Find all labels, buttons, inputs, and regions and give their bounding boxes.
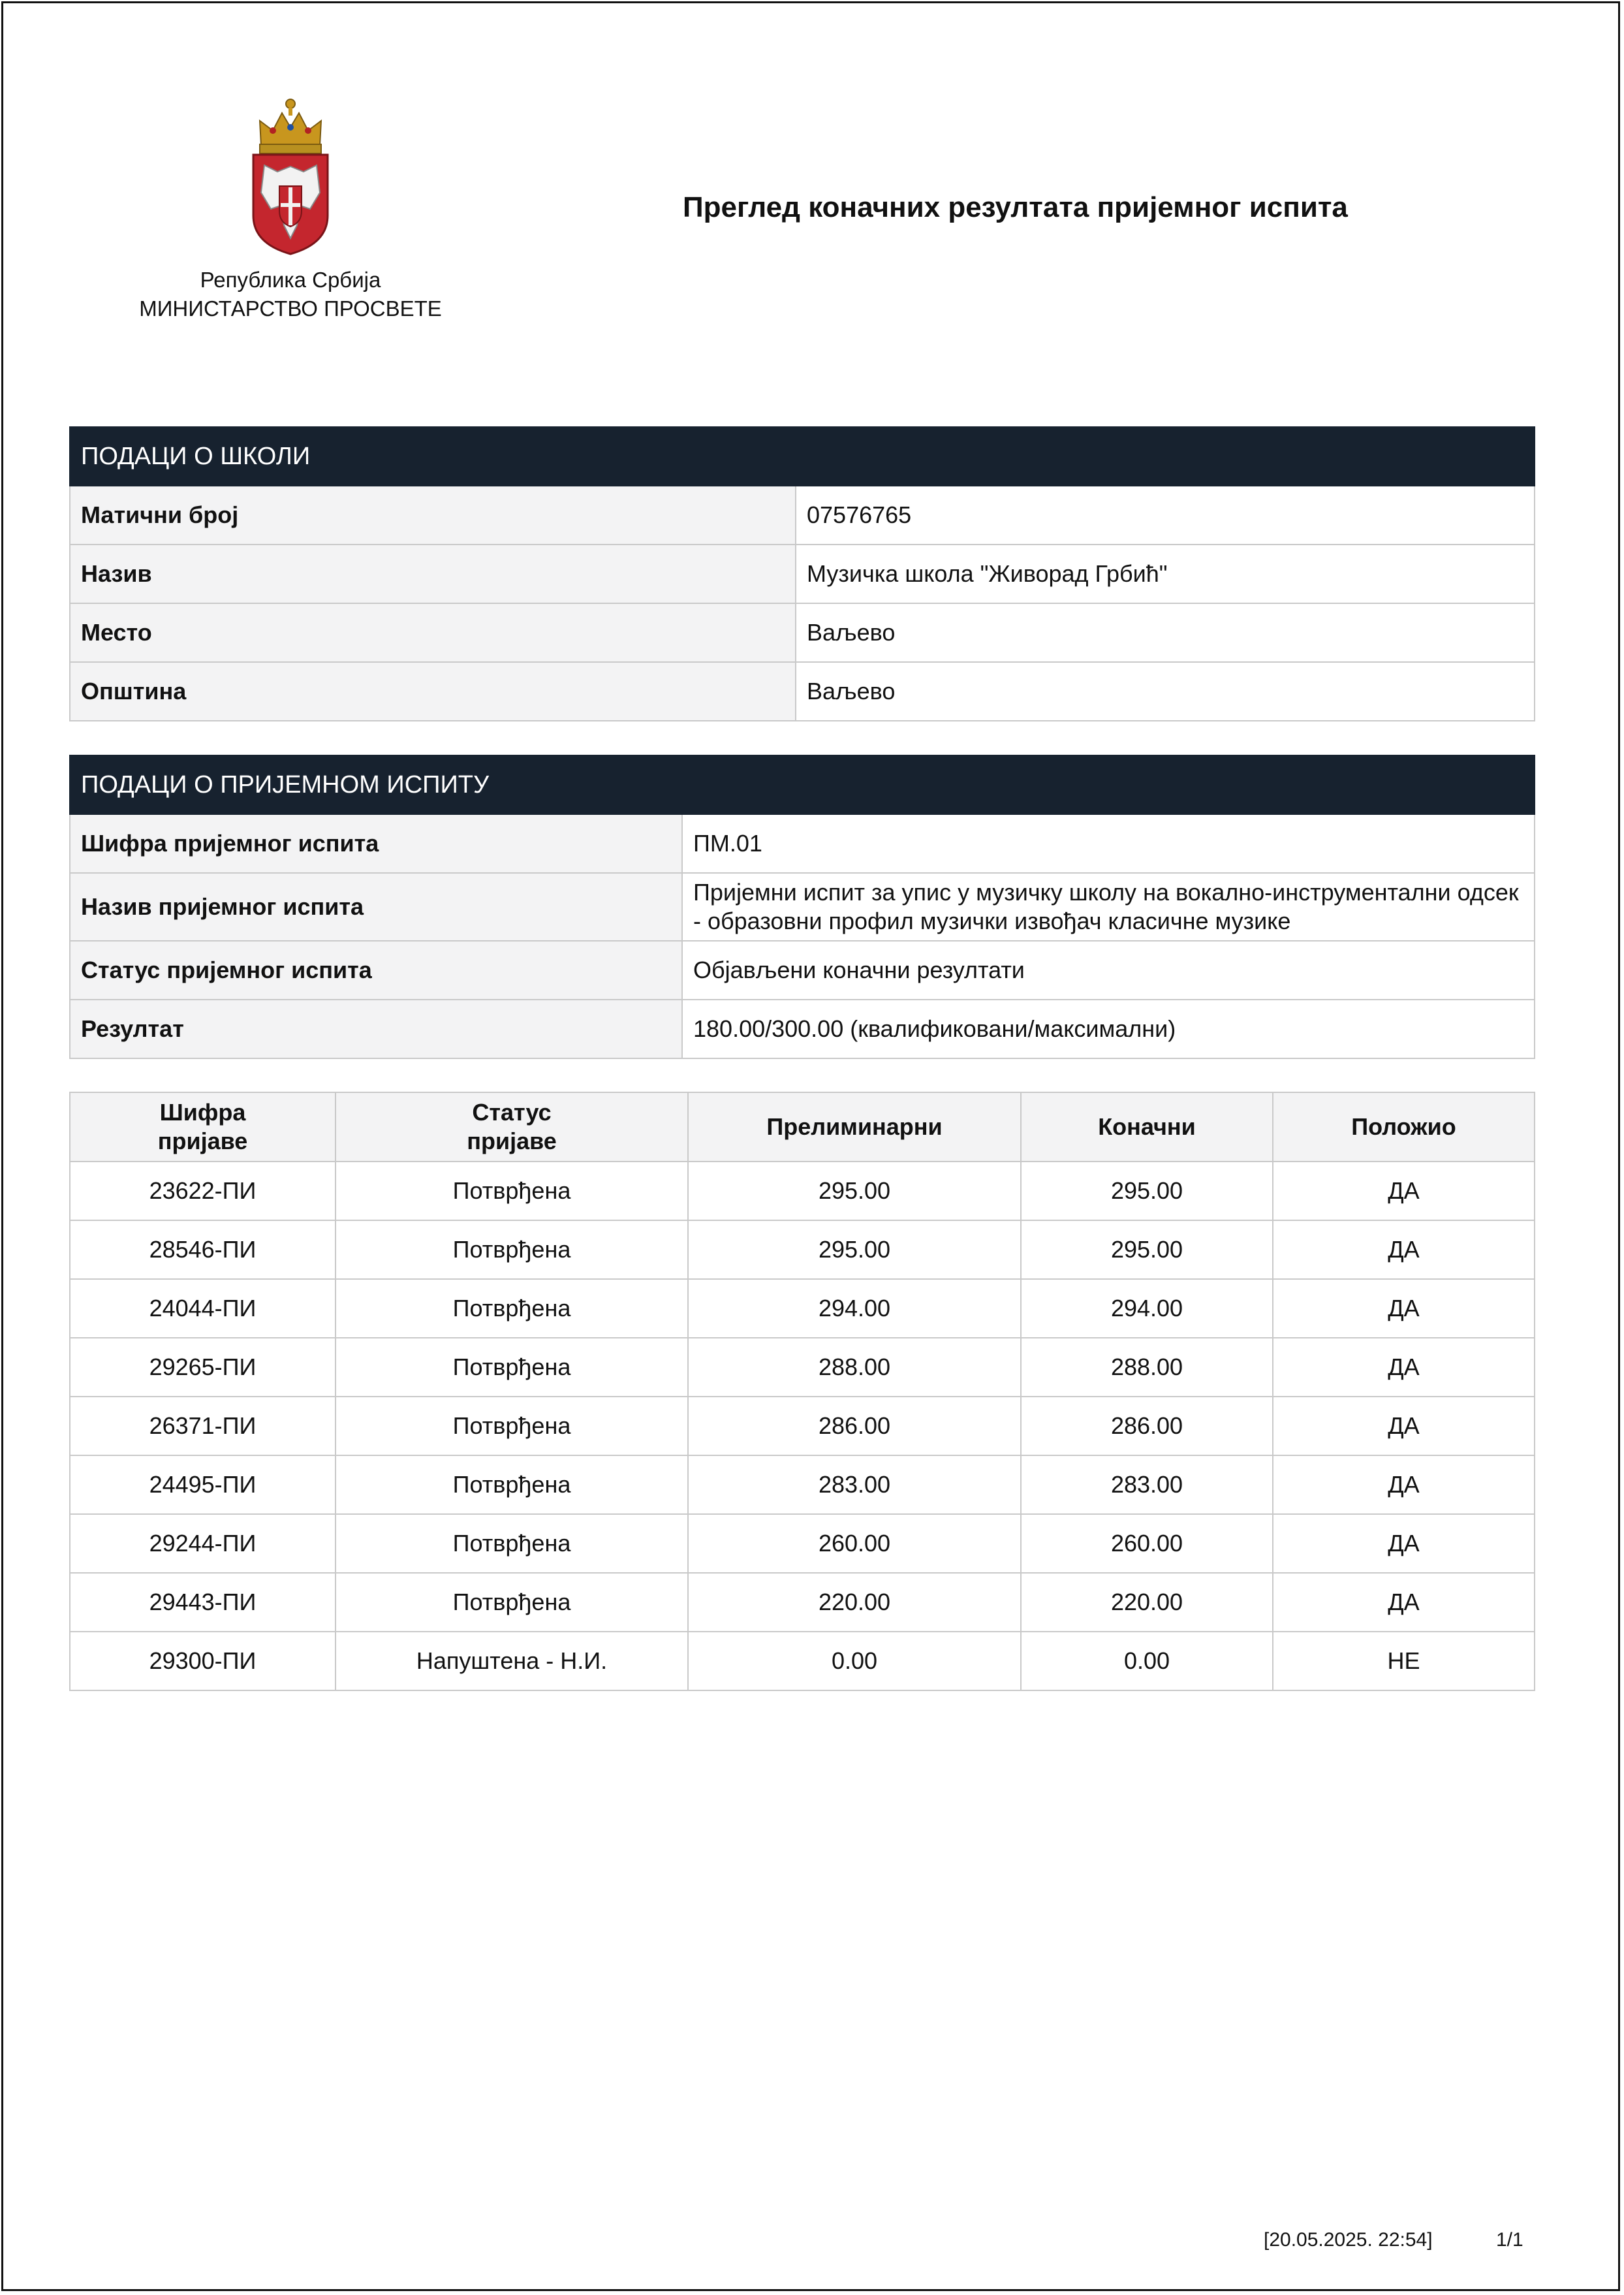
- final-score-cell: 295.00: [1021, 1220, 1273, 1279]
- preliminary-score-cell: 286.00: [688, 1397, 1021, 1455]
- exam-section-title: ПОДАЦИ О ПРИЈЕМНОМ ИСПИТУ: [70, 755, 1535, 814]
- field-value: Ваљево: [796, 603, 1535, 662]
- field-label: Шифра пријемног испита: [70, 814, 682, 873]
- preliminary-score-cell: 220.00: [688, 1573, 1021, 1632]
- preliminary-score-cell: 260.00: [688, 1514, 1021, 1573]
- ministry-label: МИНИСТАРСТВО ПРОСВЕТЕ: [139, 296, 442, 321]
- preliminary-score-cell: 294.00: [688, 1279, 1021, 1338]
- application-status-cell: Потврђена: [336, 1279, 688, 1338]
- final-score-cell: 295.00: [1021, 1162, 1273, 1220]
- application-code-cell: 29300-ПИ: [70, 1632, 336, 1690]
- table-row: [70, 814, 1535, 873]
- preliminary-score-cell: 288.00: [688, 1338, 1021, 1397]
- column-header: Положио: [1273, 1092, 1535, 1162]
- ministry-header: [131, 95, 450, 323]
- preliminary-score-cell: 0.00: [688, 1632, 1021, 1690]
- preliminary-score-cell: 283.00: [688, 1455, 1021, 1514]
- field-value: ПМ.01: [682, 814, 1535, 873]
- column-header: Статус пријаве: [336, 1092, 688, 1162]
- application-status-cell: Напуштена - Н.И.: [336, 1632, 688, 1690]
- footer-timestamp: [20.05.2025. 22:54]: [1264, 2229, 1433, 2251]
- table-row: [70, 545, 1535, 603]
- application-status-cell: Потврђена: [336, 1573, 688, 1632]
- exam-table: [69, 755, 1535, 1059]
- preliminary-score-cell: 295.00: [688, 1162, 1021, 1220]
- table-row: [70, 1573, 1535, 1632]
- field-label: Резултат: [70, 1000, 682, 1058]
- results-header-row: [70, 1092, 1535, 1162]
- application-status-cell: Потврђена: [336, 1514, 688, 1573]
- application-code-cell: 29244-ПИ: [70, 1514, 336, 1573]
- table-row: [70, 1338, 1535, 1397]
- application-code-cell: 29443-ПИ: [70, 1573, 336, 1632]
- passed-cell: ДА: [1273, 1220, 1535, 1279]
- table-row: [70, 873, 1535, 941]
- final-score-cell: 260.00: [1021, 1514, 1273, 1573]
- preliminary-score-cell: 295.00: [688, 1220, 1021, 1279]
- table-row: [70, 1220, 1535, 1279]
- field-label: Општина: [70, 662, 796, 721]
- application-code-cell: 23622-ПИ: [70, 1162, 336, 1220]
- application-status-cell: Потврђена: [336, 1220, 688, 1279]
- final-score-cell: 0.00: [1021, 1632, 1273, 1690]
- serbia-coat-of-arms-icon: [248, 95, 333, 257]
- table-row: [70, 1397, 1535, 1455]
- table-row: [70, 603, 1535, 662]
- field-value: Објављени коначни резултати: [682, 941, 1535, 1000]
- table-row: [70, 1632, 1535, 1690]
- passed-cell: ДА: [1273, 1455, 1535, 1514]
- passed-cell: НЕ: [1273, 1632, 1535, 1690]
- table-row: [70, 941, 1535, 1000]
- column-header: Шифра пријаве: [70, 1092, 336, 1162]
- table-row: [70, 1514, 1535, 1573]
- page-title: Преглед коначних резултата пријемног испита: [683, 191, 1348, 223]
- table-row: [70, 1000, 1535, 1058]
- table-row: [70, 1162, 1535, 1220]
- field-label: Матични број: [70, 486, 796, 545]
- application-code-cell: 29265-ПИ: [70, 1338, 336, 1397]
- final-score-cell: 286.00: [1021, 1397, 1273, 1455]
- table-row: [70, 662, 1535, 721]
- results-table: [69, 1092, 1535, 1691]
- table-row: [70, 486, 1535, 545]
- field-value: 180.00/300.00 (квалификовани/максимални): [682, 1000, 1535, 1058]
- field-value: Пријемни испит за упис у музичку школу на вокално-инструментални одсек - образовни профил музички извођач класичне музике: [682, 873, 1535, 941]
- passed-cell: ДА: [1273, 1338, 1535, 1397]
- footer-page-number: 1/1: [1496, 2229, 1523, 2251]
- school-section-title: ПОДАЦИ О ШКОЛИ: [70, 427, 1535, 486]
- application-code-cell: 24495-ПИ: [70, 1455, 336, 1514]
- field-label: Назив: [70, 545, 796, 603]
- application-status-cell: Потврђена: [336, 1397, 688, 1455]
- passed-cell: ДА: [1273, 1162, 1535, 1220]
- application-code-cell: 28546-ПИ: [70, 1220, 336, 1279]
- final-score-cell: 220.00: [1021, 1573, 1273, 1632]
- passed-cell: ДА: [1273, 1279, 1535, 1338]
- field-label: Место: [70, 603, 796, 662]
- field-value: Ваљево: [796, 662, 1535, 721]
- application-status-cell: Потврђена: [336, 1455, 688, 1514]
- passed-cell: ДА: [1273, 1573, 1535, 1632]
- table-row: [70, 1279, 1535, 1338]
- field-label: Назив пријемног испита: [70, 873, 682, 941]
- field-value: 07576765: [796, 486, 1535, 545]
- republic-label: Република Србија: [200, 268, 381, 292]
- application-status-cell: Потврђена: [336, 1338, 688, 1397]
- table-row: [70, 1455, 1535, 1514]
- final-score-cell: 283.00: [1021, 1455, 1273, 1514]
- column-header: Прелиминарни: [688, 1092, 1021, 1162]
- application-code-cell: 26371-ПИ: [70, 1397, 336, 1455]
- passed-cell: ДА: [1273, 1514, 1535, 1573]
- field-label: Статус пријемног испита: [70, 941, 682, 1000]
- passed-cell: ДА: [1273, 1397, 1535, 1455]
- application-code-cell: 24044-ПИ: [70, 1279, 336, 1338]
- field-value: Музичка школа "Живорад Грбић": [796, 545, 1535, 603]
- application-status-cell: Потврђена: [336, 1162, 688, 1220]
- final-score-cell: 294.00: [1021, 1279, 1273, 1338]
- school-table: [69, 426, 1535, 721]
- column-header: Коначни: [1021, 1092, 1273, 1162]
- final-score-cell: 288.00: [1021, 1338, 1273, 1397]
